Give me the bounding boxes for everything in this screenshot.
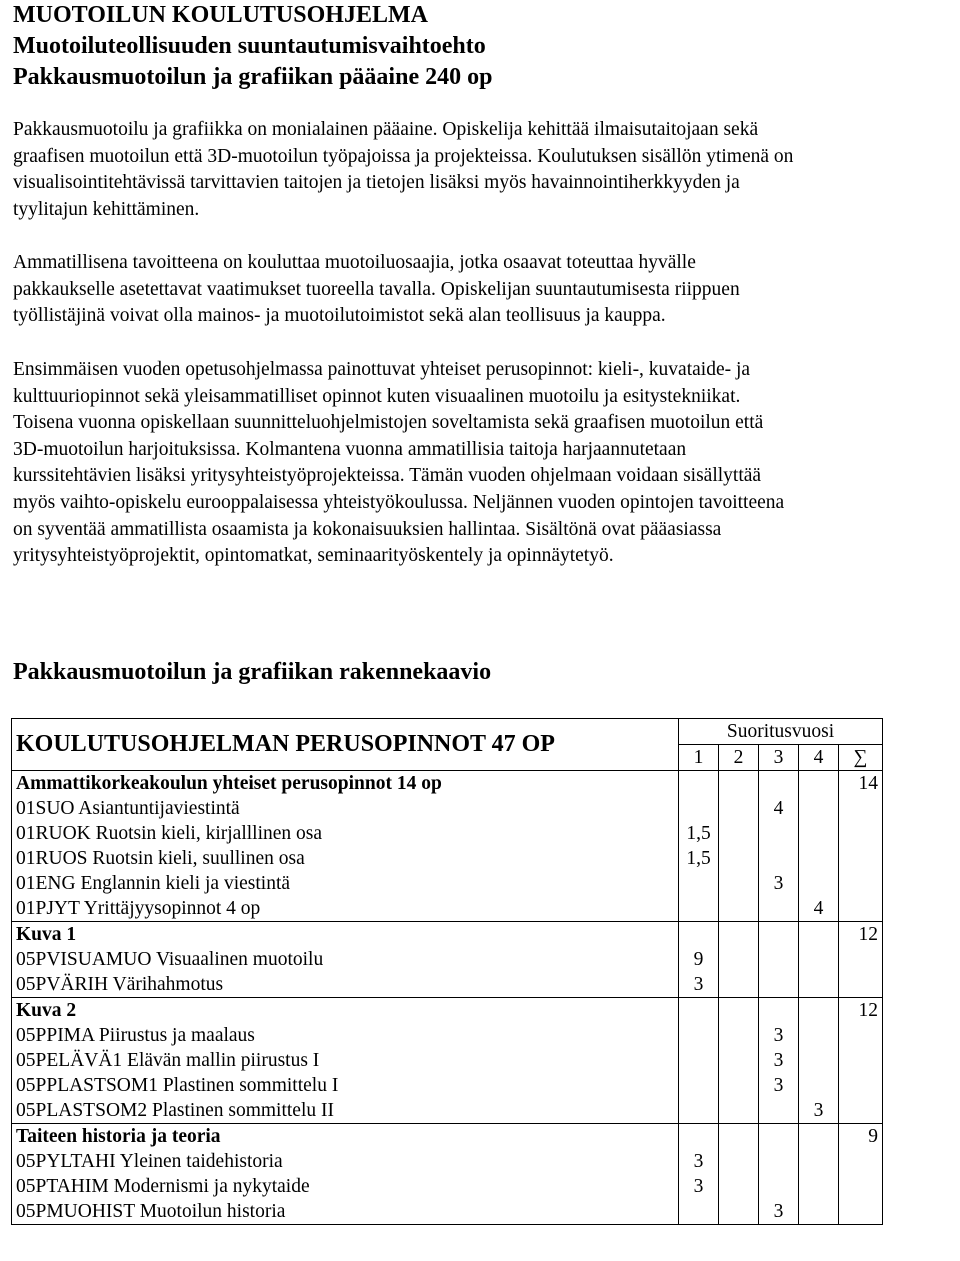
paragraph-line: työllistäjinä voivat olla mainos- ja muotoilutoimistot sekä alan teollisuus ja kauppa. xyxy=(13,305,666,327)
year-4-credits xyxy=(799,796,839,821)
year-2-credits xyxy=(719,771,759,797)
course-name: Taiteen historia ja teoria xyxy=(12,1124,679,1150)
year-2-credits xyxy=(719,922,759,948)
year-1-credits: 9 xyxy=(679,947,719,972)
year-1-credits xyxy=(679,1199,719,1225)
table-row xyxy=(12,1073,883,1098)
table-row xyxy=(12,771,883,797)
specialization-title: Muotoiluteollisuuden suuntautumisvaihtoehto xyxy=(13,33,486,59)
paragraph-line: Ensimmäisen vuoden opetusohjelmassa painottuvat yhteiset perusopinnot: kieli-, kuvataide- ja xyxy=(13,359,751,380)
year-3-credits xyxy=(759,896,799,922)
curriculum-paragraph xyxy=(13,357,943,570)
total-credits xyxy=(839,821,883,846)
program-title: MUOTOILUN KOULUTUSOHJELMA xyxy=(13,2,428,28)
course-name: Kuva 2 xyxy=(12,998,679,1024)
course-name: 05PPIMA Piirustus ja maalaus xyxy=(12,1023,679,1048)
year-1-credits: 3 xyxy=(679,1174,719,1199)
total-credits xyxy=(839,1149,883,1174)
year-2-credits xyxy=(719,796,759,821)
paragraph-line: on syventää ammatillista osaamista ja kokonaisuuksien hallintaa. Sisältönä ovat pääasiassa xyxy=(13,518,722,540)
year-3-credits xyxy=(759,998,799,1024)
year-4-credits xyxy=(799,771,839,797)
year-2-credits xyxy=(719,947,759,972)
year-2-credits xyxy=(719,821,759,846)
year-1-credits xyxy=(679,771,719,797)
total-credits: 12 xyxy=(839,922,883,948)
course-name: 05PTAHIM Modernismi ja nykytaide xyxy=(12,1174,679,1199)
year-3-credits: 3 xyxy=(759,1199,799,1225)
course-name: 01RUOK Ruotsin kieli, kirjalllinen osa xyxy=(12,821,679,846)
year-4-credits xyxy=(799,1048,839,1073)
total-credits xyxy=(839,1098,883,1124)
course-name: 05PPLASTSOM1 Plastinen sommittelu I xyxy=(12,1073,679,1098)
year-1-credits xyxy=(679,1073,719,1098)
structure-table xyxy=(11,718,883,1225)
year-4-header: 4 xyxy=(799,745,839,771)
year-2-credits xyxy=(719,1149,759,1174)
year-2-credits xyxy=(719,998,759,1024)
year-3-credits xyxy=(759,821,799,846)
year-3-credits xyxy=(759,1174,799,1199)
table-row xyxy=(12,1174,883,1199)
paragraph-line: 3D-muotoilun harjoituksissa. Kolmantena vuonna ammatillisia taitoja harjaannutetaan xyxy=(13,438,687,460)
year-1-credits: 3 xyxy=(679,1149,719,1174)
year-4-credits: 3 xyxy=(799,1098,839,1124)
total-credits xyxy=(839,796,883,821)
year-3-credits xyxy=(759,1149,799,1174)
goal-paragraph xyxy=(13,250,943,330)
year-4-credits xyxy=(799,947,839,972)
year-2-credits xyxy=(719,1023,759,1048)
total-credits xyxy=(839,1199,883,1225)
year-3-credits xyxy=(759,846,799,871)
course-name: 05PVÄRIH Värihahmotus xyxy=(12,972,679,998)
paragraph-line: kulttuuriopinnot sekä yleisammatilliset opinnot kuten visuaalinen muotoilu ja esitystekniikat. xyxy=(13,385,741,407)
year-3-credits: 3 xyxy=(759,871,799,896)
course-name: 01PJYT Yrittäjyysopinnot 4 op xyxy=(12,896,679,922)
year-3-credits xyxy=(759,771,799,797)
total-credits xyxy=(839,1174,883,1199)
major-title: Pakkausmuotoilun ja grafiikan pääaine 240 op xyxy=(13,64,493,90)
total-credits: 9 xyxy=(839,1124,883,1150)
total-credits xyxy=(839,846,883,871)
year-3-header: 3 xyxy=(759,745,799,771)
table-row xyxy=(12,846,883,871)
year-2-credits xyxy=(719,1098,759,1124)
year-header: Suoritusvuosi xyxy=(679,719,883,745)
year-4-credits xyxy=(799,998,839,1024)
total-credits xyxy=(839,871,883,896)
year-3-credits xyxy=(759,1124,799,1150)
year-4-credits xyxy=(799,846,839,871)
paragraph-line: yritysyhteistyöprojektit, opintomatkat, seminaarityöskentely ja opinnäytetyö. xyxy=(13,545,614,567)
table-row xyxy=(12,1023,883,1048)
year-2-credits xyxy=(719,896,759,922)
paragraph-line: Toisena vuonna opiskellaan suunnitteluohjelmistojen soveltamista sekä graafisen muotoilun että xyxy=(13,412,764,434)
year-2-credits xyxy=(719,1174,759,1199)
total-credits: 14 xyxy=(839,771,883,797)
total-credits xyxy=(839,1023,883,1048)
table-row xyxy=(12,1098,883,1124)
table-row xyxy=(12,998,883,1024)
year-4-credits xyxy=(799,1174,839,1199)
course-name: 05PVISUAMUO Visuaalinen muotoilu xyxy=(12,947,679,972)
year-1-credits: 3 xyxy=(679,972,719,998)
course-name: Ammattikorkeakoulun yhteiset perusopinnot 14 op xyxy=(12,771,679,797)
course-name: 05PYLTAHI Yleinen taidehistoria xyxy=(12,1149,679,1174)
paragraph-line: kurssitehtävien lisäksi yritysyhteistyöprojekteissa. Tämän vuoden ohjelmaan voidaan sisällyttää xyxy=(13,465,762,487)
table-row xyxy=(12,1149,883,1174)
paragraph-line: Ammatillisena tavoitteena on kouluttaa muotoiluosaajia, jotka osaavat toteuttaa hyvälle xyxy=(13,252,696,273)
document-titles xyxy=(13,0,492,93)
year-3-credits xyxy=(759,922,799,948)
course-name: Kuva 1 xyxy=(12,922,679,948)
year-4-credits xyxy=(799,871,839,896)
year-4-credits xyxy=(799,1149,839,1174)
year-3-credits xyxy=(759,972,799,998)
table-row xyxy=(12,896,883,922)
table-row xyxy=(12,1048,883,1073)
total-credits xyxy=(839,1048,883,1073)
table-row xyxy=(12,871,883,896)
year-1-credits xyxy=(679,896,719,922)
year-2-credits xyxy=(719,846,759,871)
course-name: 05PLASTSOM2 Plastinen sommittelu II xyxy=(12,1098,679,1124)
year-1-credits xyxy=(679,1023,719,1048)
paragraph-line: pakkaukselle asetettavat vaatimukset tuoreella tavalla. Opiskelijan suuntautumisesta riippuen xyxy=(13,278,740,300)
year-1-credits: 1,5 xyxy=(679,821,719,846)
table-header-row xyxy=(12,719,883,745)
year-4-credits xyxy=(799,1073,839,1098)
year-1-credits xyxy=(679,1048,719,1073)
table-row xyxy=(12,972,883,998)
year-1-credits xyxy=(679,871,719,896)
year-1-credits: 1,5 xyxy=(679,846,719,871)
intro-paragraph xyxy=(13,117,943,223)
paragraph-line: visualisointitehtävissä tarvittavien taitojen ja tietojen lisäksi myös havainnointiherkkyyden ja xyxy=(13,172,740,194)
year-2-credits xyxy=(719,972,759,998)
course-name: 01ENG Englannin kieli ja viestintä xyxy=(12,871,679,896)
year-3-credits xyxy=(759,947,799,972)
course-name: 05PELÄVÄ1 Elävän mallin piirustus I xyxy=(12,1048,679,1073)
total-credits xyxy=(839,1073,883,1098)
total-credits xyxy=(839,947,883,972)
course-name: 01SUO Asiantuntijaviestintä xyxy=(12,796,679,821)
year-1-credits xyxy=(679,1124,719,1150)
sum-header: ∑ xyxy=(839,745,883,771)
year-2-credits xyxy=(719,1073,759,1098)
table-title: KOULUTUSOHJELMAN PERUSOPINNOT 47 OP xyxy=(12,719,679,771)
course-name: 05PMUOHIST Muotoilun historia xyxy=(12,1199,679,1225)
paragraph-line: myös vaihto-opiskelu eurooppalaisessa yhteistyökoulussa. Neljännen vuoden opintojen tavoitteena xyxy=(13,491,785,513)
total-credits xyxy=(839,972,883,998)
year-4-credits xyxy=(799,1023,839,1048)
year-3-credits: 3 xyxy=(759,1023,799,1048)
total-credits xyxy=(839,896,883,922)
year-2-credits xyxy=(719,1048,759,1073)
paragraph-line: graafisen muotoilun että 3D-muotoilun työpajoissa ja projekteissa. Koulutuksen sisällön ytimenä on xyxy=(13,145,794,167)
year-2-credits xyxy=(719,1124,759,1150)
year-2-credits xyxy=(719,871,759,896)
year-2-header: 2 xyxy=(719,745,759,771)
year-3-credits xyxy=(759,1098,799,1124)
year-4-credits: 4 xyxy=(799,896,839,922)
year-3-credits: 3 xyxy=(759,1073,799,1098)
paragraph-line: tyylitajun kehittäminen. xyxy=(13,198,200,220)
year-1-credits xyxy=(679,998,719,1024)
year-4-credits xyxy=(799,1199,839,1225)
year-4-credits xyxy=(799,821,839,846)
table-row xyxy=(12,796,883,821)
year-2-credits xyxy=(719,1199,759,1225)
year-3-credits: 4 xyxy=(759,796,799,821)
year-1-header: 1 xyxy=(679,745,719,771)
table-row xyxy=(12,821,883,846)
total-credits: 12 xyxy=(839,998,883,1024)
table-row xyxy=(12,947,883,972)
year-3-credits: 3 xyxy=(759,1048,799,1073)
table-row xyxy=(12,1199,883,1225)
table-row xyxy=(12,1124,883,1150)
year-1-credits xyxy=(679,796,719,821)
paragraph-line: Pakkausmuotoilu ja grafiikka on monialainen pääaine. Opiskelija kehittää ilmaisutaitojaan sekä xyxy=(13,119,759,140)
table-row xyxy=(12,922,883,948)
year-4-credits xyxy=(799,1124,839,1150)
section-title: Pakkausmuotoilun ja grafiikan rakennekaavio xyxy=(13,659,492,685)
year-1-credits xyxy=(679,1098,719,1124)
year-1-credits xyxy=(679,922,719,948)
course-name: 01RUOS Ruotsin kieli, suullinen osa xyxy=(12,846,679,871)
year-4-credits xyxy=(799,922,839,948)
year-4-credits xyxy=(799,972,839,998)
